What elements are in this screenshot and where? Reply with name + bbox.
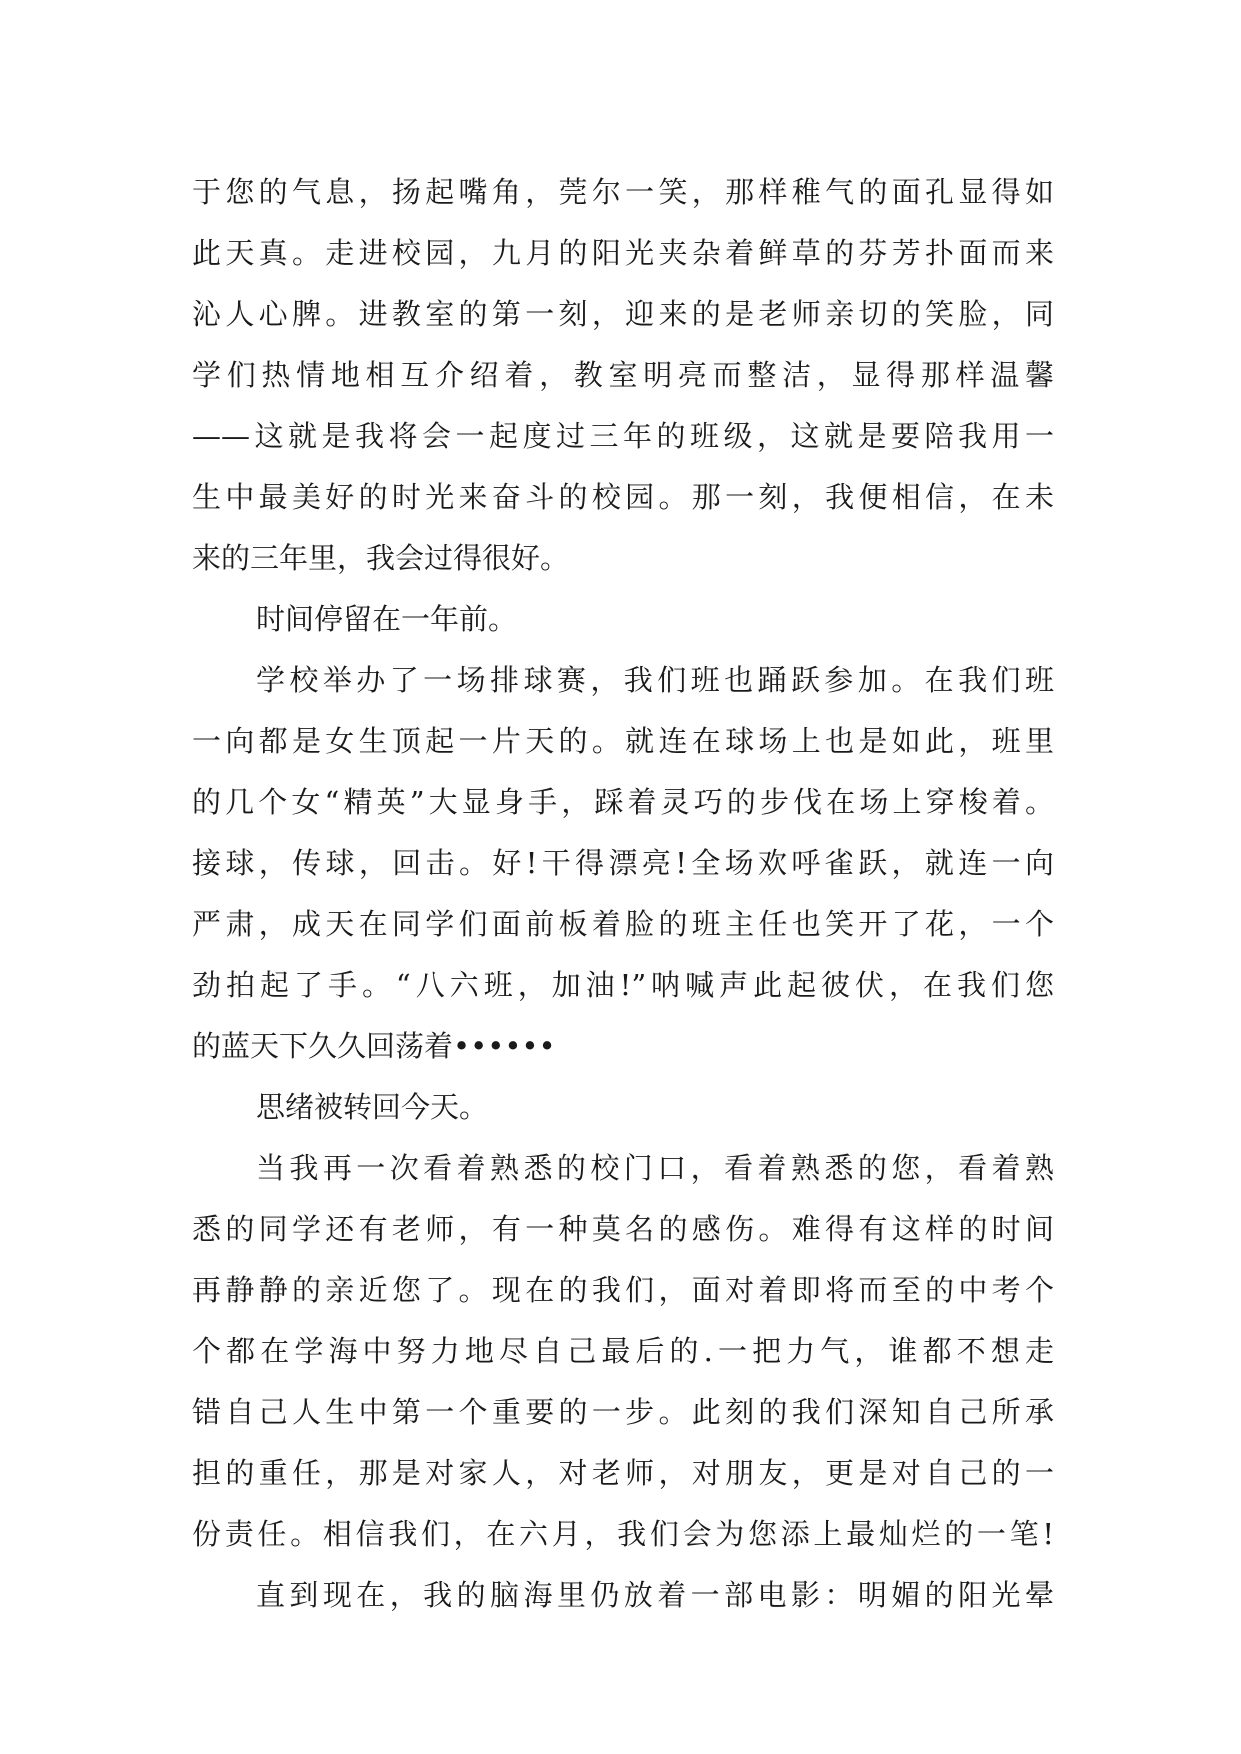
paragraph-start: 当我再一次看着熟悉的校门口，看着熟悉的您，看着熟 [256,1151,1054,1185]
text-line: 生中最美好的时光来奋斗的校园。那一刻，我便相信，在未 [192,480,1054,514]
text-line: 沁人心脾。进教室的第一刻，迎来的是老师亲切的笑脸，同 [192,297,1054,331]
text-line: 悉的同学还有老师，有一种莫名的感伤。难得有这样的时间 [192,1212,1054,1246]
text-line: 的几个女“精英”大显身手，踩着灵巧的步伐在场上穿梭着。 [192,785,1054,819]
text-line: 错自己人生中第一个重要的一步。此刻的我们深知自己所承 [192,1395,1054,1429]
paragraph-start: 直到现在，我的脑海里仍放着一部电影：明媚的阳光晕 [256,1578,1054,1612]
text-line: 担的重任，那是对家人，对老师，对朋友，更是对自己的一 [192,1456,1054,1490]
text-line: 个都在学海中努力地尽自己最后的.一把力气，谁都不想走 [192,1334,1054,1368]
paragraph-start: 时间停留在一年前。 [256,602,518,636]
text-line: ——这就是我将会一起度过三年的班级，这就是要陪我用一 [192,419,1054,453]
text-line: 学们热情地相互介绍着，教室明亮而整洁，显得那样温馨 [192,358,1054,392]
text-line: 劲拍起了手。“八六班，加油!”呐喊声此起彼伏，在我们您 [192,968,1054,1002]
text-line: 接球，传球，回击。好!干得漂亮!全场欢呼雀跃，就连一向 [192,846,1054,880]
text-line: 来的三年里，我会过得很好。 [192,541,570,575]
paragraph-start: 学校举办了一场排球赛，我们班也踊跃参加。在我们班 [256,663,1054,697]
text-line: 份责任。相信我们，在六月，我们会为您添上最灿烂的一笔! [192,1517,1054,1551]
text-line: 再静静的亲近您了。现在的我们，面对着即将而至的中考个 [192,1273,1054,1307]
text-line: 一向都是女生顶起一片天的。就连在球场上也是如此，班里 [192,724,1054,758]
text-line: 的蓝天下久久回荡着•••••• [192,1029,556,1063]
body-text [192,162,1054,1626]
text-line: 严肃，成天在同学们面前板着脸的班主任也笑开了花，一个 [192,907,1054,941]
text-line: 于您的气息，扬起嘴角，莞尔一笑，那样稚气的面孔显得如 [192,175,1054,209]
text-line: 此天真。走进校园，九月的阳光夹杂着鲜草的芬芳扑面而来 [192,236,1054,270]
paragraph-start: 思绪被转回今天。 [256,1090,489,1124]
